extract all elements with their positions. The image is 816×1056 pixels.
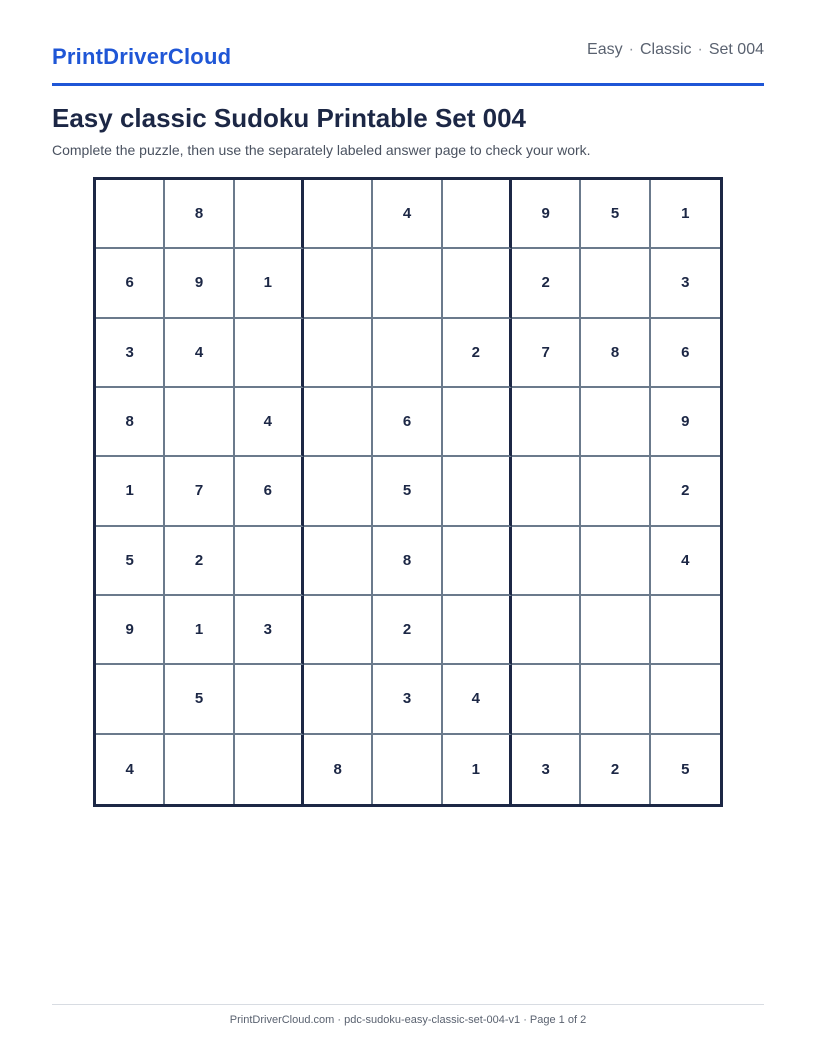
sudoku-cell [651,665,720,734]
sudoku-cell [581,249,650,318]
sudoku-cell: 4 [165,319,234,388]
sudoku-cell [304,665,373,734]
sudoku-cell: 6 [651,319,720,388]
difficulty-label: Easy [587,41,623,58]
sudoku-cell [235,180,304,249]
sudoku-cell [443,527,512,596]
sudoku-cell [235,319,304,388]
sudoku-cell: 1 [96,457,165,526]
sudoku-cell: 5 [96,527,165,596]
sudoku-cell [235,735,304,804]
sudoku-cell: 7 [512,319,581,388]
meta-separator: · [697,41,703,58]
sudoku-cell: 5 [581,180,650,249]
sudoku-cell [373,735,442,804]
sudoku-cell [235,527,304,596]
sudoku-cell: 9 [165,249,234,318]
sudoku-cell [235,665,304,734]
header-rule [52,83,764,86]
sudoku-cell: 1 [235,249,304,318]
sudoku-cell: 2 [581,735,650,804]
set-label: Set 004 [708,41,764,58]
sudoku-cell [443,180,512,249]
sudoku-cell: 5 [373,457,442,526]
sudoku-cell [304,180,373,249]
sudoku-cell [512,527,581,596]
sudoku-cell: 9 [512,180,581,249]
sudoku-cell [581,457,650,526]
sudoku-cell [581,665,650,734]
sudoku-cell: 4 [651,527,720,596]
sudoku-cell: 3 [96,319,165,388]
sudoku-cell [373,319,442,388]
sudoku-cell [443,249,512,318]
sudoku-cell: 1 [443,735,512,804]
sudoku-cell: 8 [581,319,650,388]
sudoku-cell: 6 [235,457,304,526]
sudoku-cell: 4 [235,388,304,457]
page-subtitle: Complete the puzzle, then use the separately labeled answer page to check your work. [52,142,591,158]
sudoku-cell: 4 [96,735,165,804]
footer-rule [52,1004,764,1005]
meta-separator: · [628,41,634,58]
sudoku-cell [443,388,512,457]
sudoku-cell [304,596,373,665]
sudoku-cell [165,735,234,804]
sudoku-cell [304,319,373,388]
sudoku-cell: 4 [443,665,512,734]
sudoku-cell: 2 [165,527,234,596]
sudoku-cell [304,249,373,318]
sudoku-cell [304,388,373,457]
sudoku-cell [512,596,581,665]
sudoku-cell: 3 [373,665,442,734]
sudoku-cell: 3 [512,735,581,804]
sudoku-cell [581,527,650,596]
sudoku-cell: 1 [651,180,720,249]
sudoku-cell: 9 [651,388,720,457]
sudoku-cell: 8 [304,735,373,804]
sudoku-cell [165,388,234,457]
sudoku-cell [443,457,512,526]
sudoku-grid [93,177,723,807]
sudoku-cell [651,596,720,665]
sudoku-cell: 3 [235,596,304,665]
sudoku-cell: 5 [681,760,690,778]
sudoku-cell: 8 [96,388,165,457]
sudoku-cell: 8 [165,180,234,249]
sudoku-cell [512,457,581,526]
sudoku-cell [304,527,373,596]
sudoku-cell [443,596,512,665]
sudoku-cell: 8 [373,527,442,596]
sudoku-cell: 2 [651,457,720,526]
sudoku-cell: 3 [651,249,720,318]
sudoku-cell [373,249,442,318]
sudoku-cell [96,180,165,249]
sudoku-cell [512,665,581,734]
sudoku-cell: 2 [443,319,512,388]
sudoku-cell [96,665,165,734]
sudoku-cell: 2 [373,596,442,665]
sudoku-cell [581,596,650,665]
page-title: Easy classic Sudoku Printable Set 004 [52,103,527,133]
puzzle-meta [587,41,764,59]
sudoku-cell [581,388,650,457]
sudoku-cell: 7 [165,457,234,526]
brand-logo: PrintDriverCloud [52,44,232,69]
sudoku-cell: 2 [512,249,581,318]
sudoku-cell: 1 [165,596,234,665]
variant-label: Classic [639,41,692,58]
sudoku-cell [304,457,373,526]
sudoku-cell: 4 [373,180,442,249]
page-footer: PrintDriverCloud.com · pdc-sudoku-easy-classic-set-004-v1 · Page 1 of 2 [229,1014,587,1026]
sudoku-cell: 9 [96,596,165,665]
sudoku-cell: 6 [96,249,165,318]
sudoku-cell: 5 [165,665,234,734]
sudoku-cell: 6 [373,388,442,457]
sudoku-cell [512,388,581,457]
